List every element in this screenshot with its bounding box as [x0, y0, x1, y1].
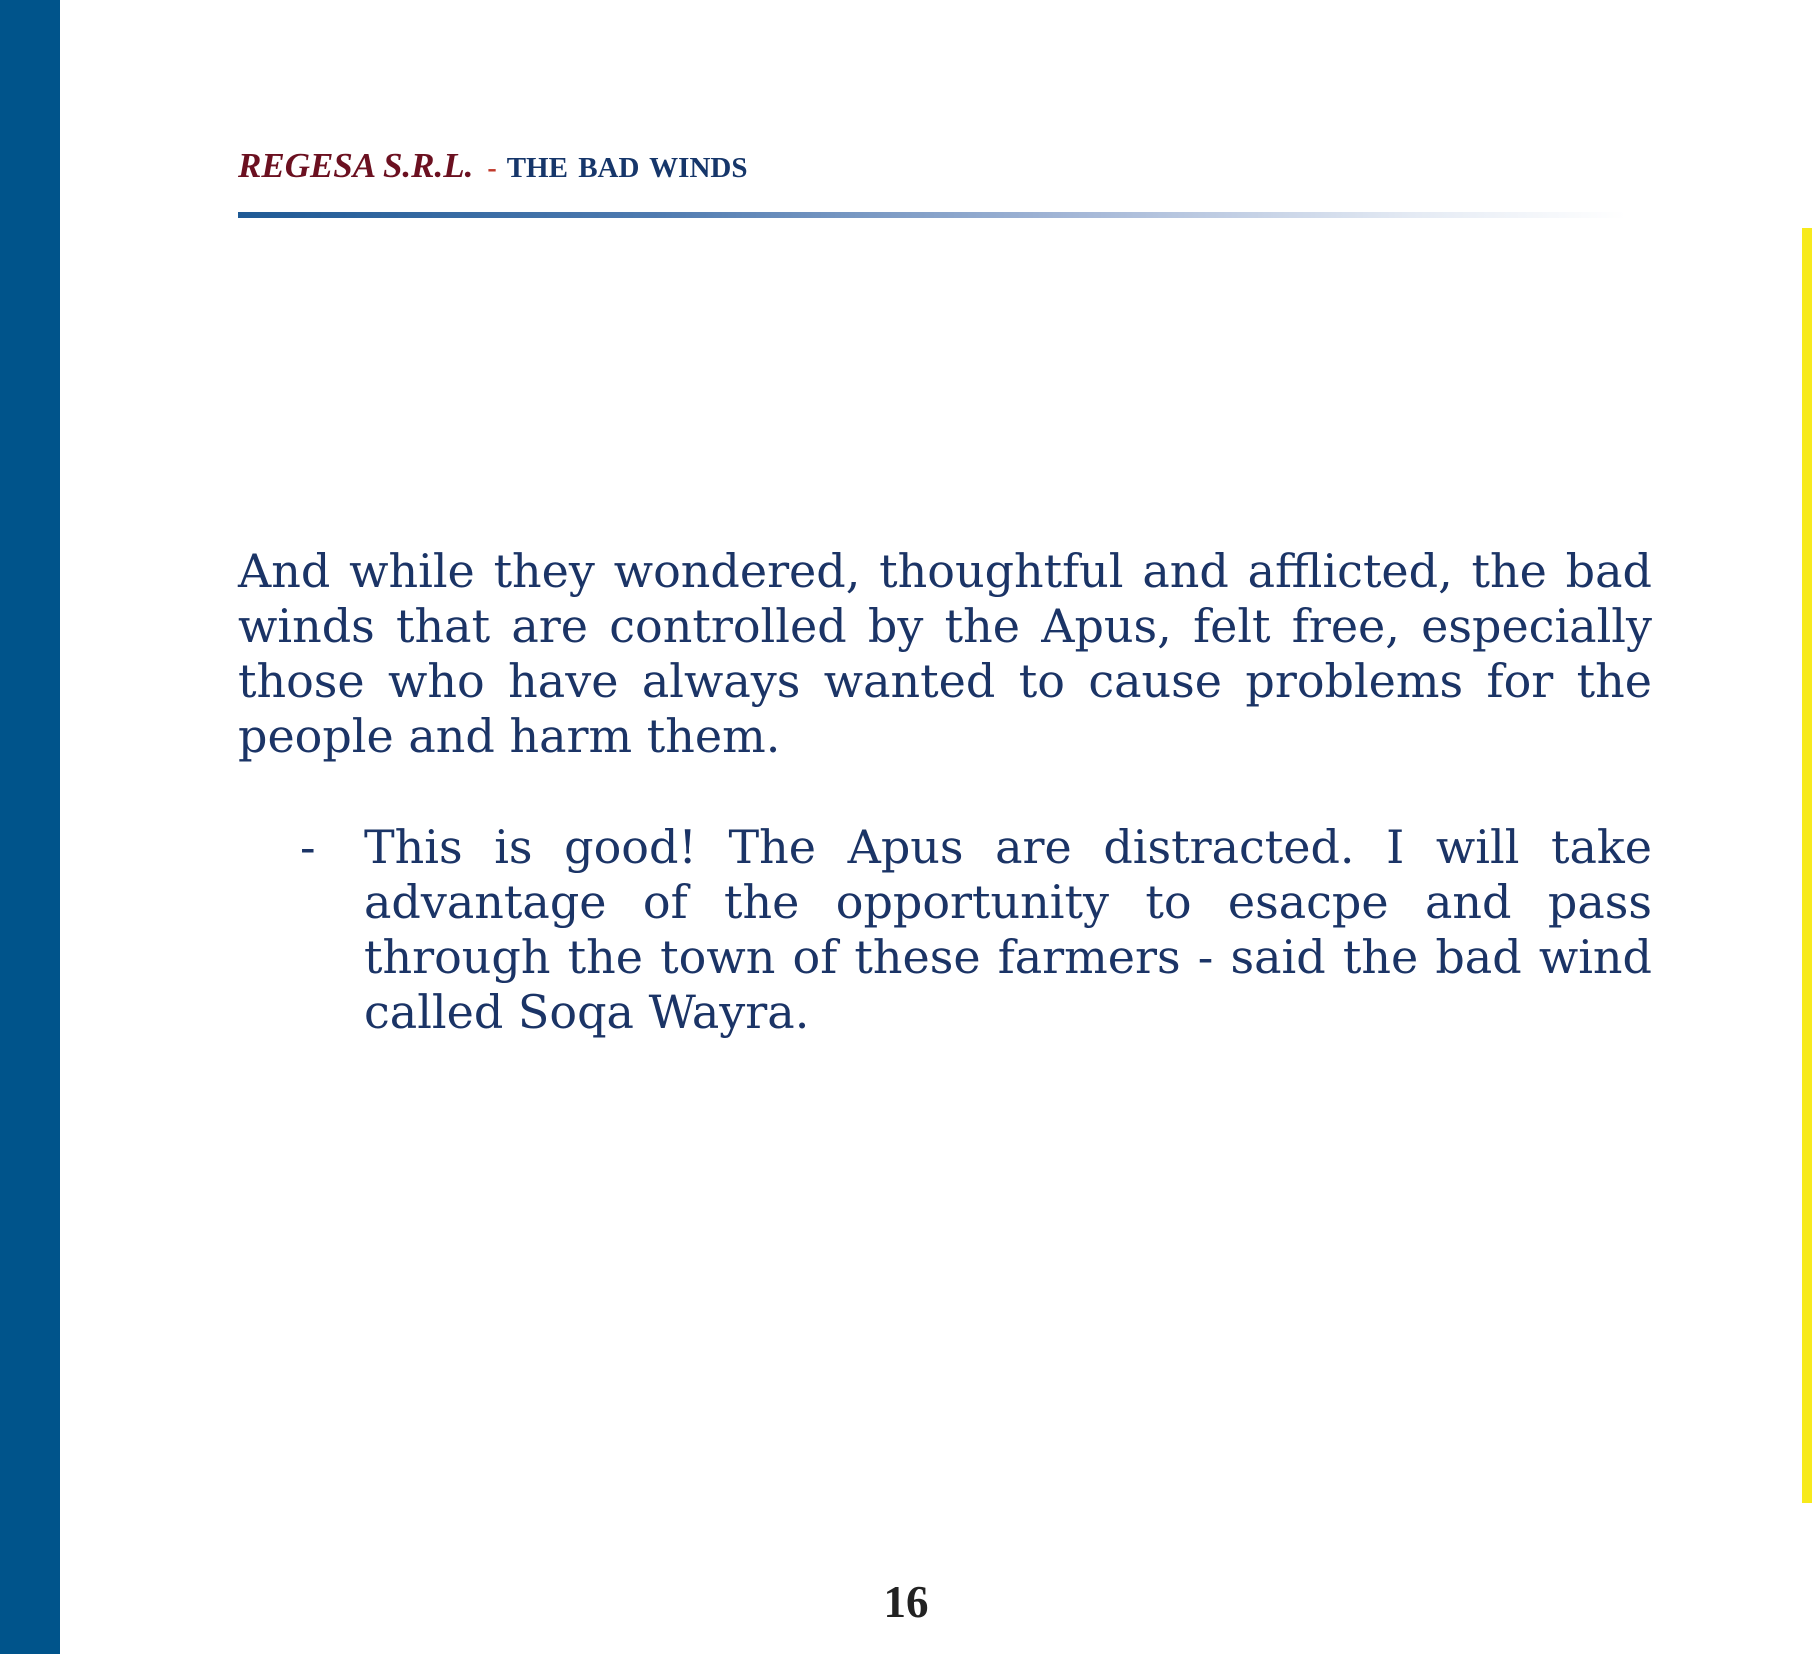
header-separator: -: [487, 153, 497, 184]
left-margin-bar: [0, 0, 60, 1654]
running-header: [238, 148, 747, 183]
narrative-paragraph: And while they wondered, thoughtful and afflicted, the bad winds that are controlled by the Apus, felt free, especially those who have always wanted to cause problems for the people and harm them.: [238, 544, 1652, 763]
right-edge-bar: [1802, 228, 1812, 1503]
dialogue-text: This is good! The Apus are distracted. I will take advantage of the opportunity to esacpe and pass through the town of these farmers - said the bad wind called Soqa Wayra.: [364, 820, 1652, 1039]
company-name: REGESA S.R.L.: [238, 146, 474, 185]
page-body: [238, 544, 1652, 1040]
header-rule: [238, 212, 1626, 218]
book-title: THE BAD WINDS: [506, 152, 748, 184]
page-number: 16: [883, 1577, 929, 1627]
dialogue-dash: -: [300, 820, 316, 874]
dialogue-item: [238, 820, 1652, 1040]
